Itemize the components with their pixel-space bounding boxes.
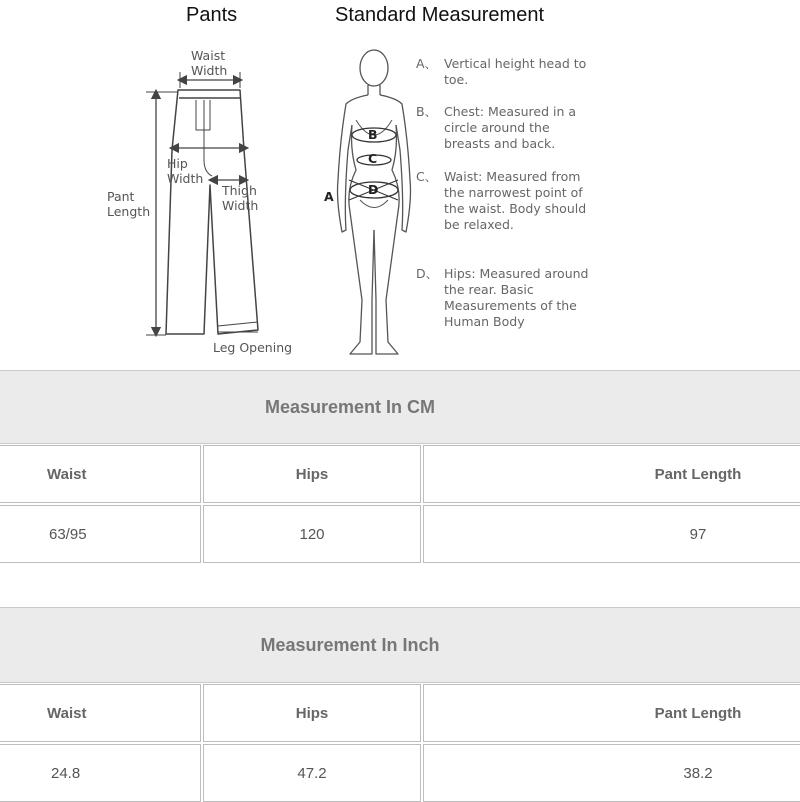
cm-header-pant-length: Pant Length	[423, 445, 800, 503]
pants-heading: Pants	[186, 4, 238, 26]
cm-header-row	[0, 445, 800, 503]
inch-value-hips: 47.2	[203, 744, 421, 802]
size-chart-diagram	[0, 0, 800, 368]
label-b: B	[368, 127, 378, 142]
cm-value-waist: 63/95	[0, 505, 201, 563]
inch-value-waist: 24.8	[0, 744, 201, 802]
label-c: C	[368, 151, 378, 166]
inch-table-title: Measurement In Inch	[260, 634, 440, 655]
leg-opening-label: Leg Opening	[213, 340, 293, 355]
thigh-width-label: Thigh Width	[222, 183, 259, 213]
inch-header-hips: Hips	[203, 684, 421, 742]
cm-value-hips: 120	[203, 505, 421, 563]
pant-length-label: Pant Length	[107, 189, 151, 219]
definition-text: Vertical height head to toe.	[444, 56, 587, 87]
definition-key: B、	[416, 104, 438, 119]
label-a: A	[324, 189, 334, 204]
inch-table-title-band	[0, 607, 800, 683]
cm-header-hips: Hips	[203, 445, 421, 503]
definition-key: C、	[416, 169, 438, 184]
cm-table-title-band	[0, 370, 800, 444]
cm-value-row	[0, 505, 800, 563]
inch-value-pant-length: 38.2	[423, 744, 800, 802]
inch-header-pant-length: Pant Length	[423, 684, 800, 742]
body-figure-icon	[338, 50, 411, 354]
definition-text: Waist: Measured from the narrowest point of the waist. Body should be relaxed.	[444, 169, 587, 232]
waist-width-label: Waist Width	[191, 48, 228, 78]
definition-key: D、	[416, 266, 439, 281]
inch-value-row	[0, 744, 800, 802]
label-d: D	[368, 182, 379, 197]
cm-table-title: Measurement In CM	[264, 396, 436, 417]
cm-header-waist: Waist	[0, 445, 201, 503]
definition-text: Hips: Measured around the rear. Basic Measurements of the Human Body	[444, 266, 589, 329]
definition-key: A、	[416, 56, 438, 71]
hip-width-label: Hip Width	[167, 156, 204, 186]
definition-text: Chest: Measured in a circle around the breasts and back.	[444, 104, 577, 151]
inch-header-waist: Waist	[0, 684, 201, 742]
standard-measurement-heading: Standard Measurement	[335, 4, 545, 26]
inch-header-row	[0, 684, 800, 742]
cm-value-pant-length: 97	[423, 505, 800, 563]
